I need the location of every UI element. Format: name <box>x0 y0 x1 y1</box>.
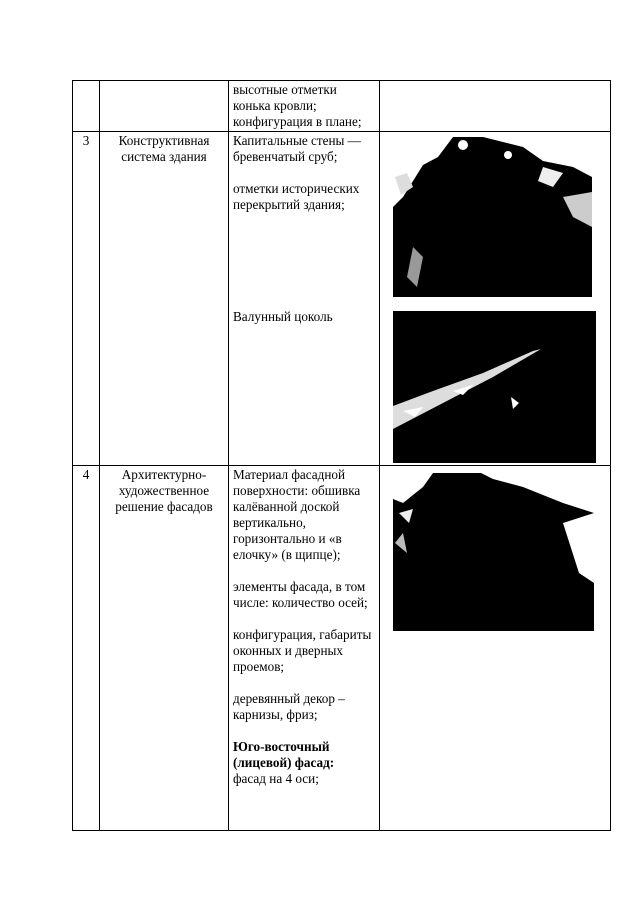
description-text: Материал фасадной поверхности: обшивка калёванной доской вертикально, горизонтально и «в елочку» (в щипце); <box>233 467 361 562</box>
description-text: конфигурация, габариты оконных и дверных проемов; <box>233 627 372 674</box>
description-cell <box>229 466 380 831</box>
description-text: фасад на 4 оси; <box>233 771 319 786</box>
description-text: конфигурация в плане; <box>233 114 362 129</box>
description-text: Капитальные стены — бревенчатый сруб; <box>233 133 361 164</box>
photo-cell <box>380 466 611 831</box>
house-walls-photo <box>393 137 592 297</box>
description-text: деревянный декор – карнизы, фриз; <box>233 691 345 722</box>
object-description-table <box>72 80 611 831</box>
description-text: Валунный цоколь <box>233 309 333 324</box>
element-name-cell <box>100 81 229 132</box>
description-cell <box>229 81 380 132</box>
table-row <box>73 81 611 132</box>
facade-heading: Юго-восточный (лицевой) фасад: <box>233 739 335 770</box>
element-name: Конструктивная система здания <box>100 132 229 466</box>
boulder-plinth-photo <box>393 311 596 463</box>
table-row <box>73 466 611 831</box>
description-text: высотные отметки конька кровли; <box>233 82 337 113</box>
photo-cell <box>380 132 611 466</box>
row-number: 4 <box>73 466 100 831</box>
description-text: отметки исторических перекрытий здания; <box>233 181 360 212</box>
element-name: Архитектурно-художественное решение фасадов <box>100 466 229 831</box>
description-cell <box>229 132 380 466</box>
description-text: элементы фасада, в том числе: количество осей; <box>233 579 368 610</box>
table-row <box>73 132 611 466</box>
photo-cell <box>380 81 611 132</box>
row-number: 3 <box>73 132 100 466</box>
facade-photo <box>393 473 594 631</box>
row-number-cell <box>73 81 100 132</box>
